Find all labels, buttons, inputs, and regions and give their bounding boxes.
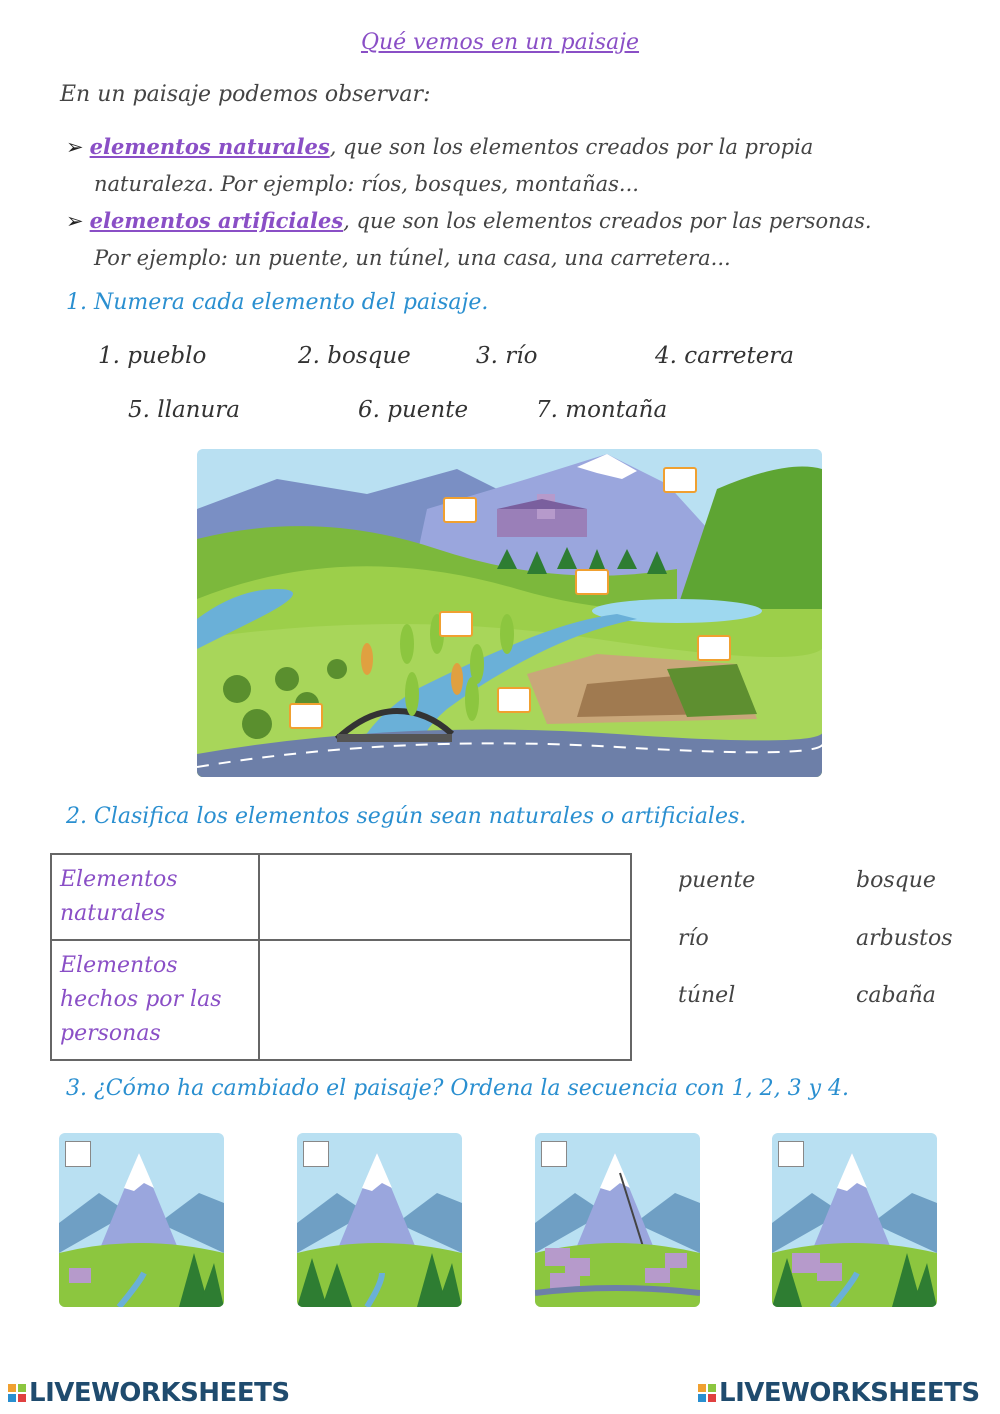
word-llanura: 5. llanura <box>128 397 241 423</box>
option-puente[interactable]: puente <box>678 868 756 893</box>
classify-table <box>50 853 632 1061</box>
option-arbustos[interactable]: arbustos <box>856 926 953 951</box>
sequence-checkbox-4[interactable] <box>778 1141 804 1167</box>
footer-brand-text: LIVEWORKSHEETS <box>719 1378 980 1408</box>
natural-answer-cell[interactable] <box>259 854 631 940</box>
bullet-natural <box>66 128 946 203</box>
label-box-rio[interactable] <box>439 611 473 637</box>
label-box-llanura[interactable] <box>697 635 731 661</box>
liveworksheets-logo-icon <box>8 1384 26 1402</box>
bullet-artificial-text: , que son los elementos creados por las personas. <box>343 209 872 233</box>
sequence-image-2 <box>297 1133 462 1307</box>
sequence-checkbox-1[interactable] <box>65 1141 91 1167</box>
word-montana: 7. montaña <box>536 397 668 423</box>
label-box-puente[interactable] <box>497 687 531 713</box>
option-cabana[interactable]: cabaña <box>856 983 936 1008</box>
liveworksheets-logo-icon <box>698 1384 716 1402</box>
sequence-image-3 <box>535 1133 700 1307</box>
label-box-carretera[interactable] <box>289 703 323 729</box>
term-artificial: elementos artificiales <box>89 208 344 233</box>
section1-heading: 1. Numera cada elemento del paisaje. <box>66 290 489 315</box>
word-puente: 6. puente <box>358 397 469 423</box>
section3-heading: 3. ¿Cómo ha cambiado el paisaje? Ordena la secuencia con 1, 2, 3 y 4. <box>66 1076 850 1101</box>
bullet-natural-text: , que son los elementos creados por la propia <box>329 135 814 159</box>
option-bosque[interactable]: bosque <box>856 868 936 893</box>
landscape-illustration <box>197 449 822 777</box>
word-bosque: 2. bosque <box>298 343 411 369</box>
word-carretera: 4. carretera <box>655 343 795 369</box>
footer-brand-left <box>8 1378 290 1408</box>
row-natural-label: Elementos naturales <box>51 854 259 940</box>
footer-brand-right <box>698 1378 980 1408</box>
bullet-artificial <box>66 202 946 277</box>
term-natural: elementos naturales <box>89 134 330 159</box>
artificial-answer-cell[interactable] <box>259 940 631 1060</box>
section2-heading: 2. Clasifica los elementos según sean naturales o artificiales. <box>66 804 747 829</box>
footer-brand-text: LIVEWORKSHEETS <box>29 1378 290 1408</box>
sequence-image-1 <box>59 1133 224 1307</box>
bullet-artificial-cont: Por ejemplo: un puente, un túnel, una casa, una carretera... <box>94 246 731 270</box>
bullet-natural-cont: naturaleza. Por ejemplo: ríos, bosques, montañas... <box>94 172 639 196</box>
option-tunel[interactable]: túnel <box>678 983 736 1008</box>
label-box-bosque[interactable] <box>575 569 609 595</box>
option-rio[interactable]: río <box>678 926 709 951</box>
word-pueblo: 1. pueblo <box>98 343 207 369</box>
label-box-pueblo[interactable] <box>443 497 477 523</box>
arrow-bullet-icon: ➢ <box>66 135 84 159</box>
word-rio: 3. río <box>476 343 538 369</box>
intro-text: En un paisaje podemos observar: <box>60 82 431 107</box>
sequence-checkbox-2[interactable] <box>303 1141 329 1167</box>
page-title: Qué vemos en un paisaje <box>360 30 640 55</box>
sequence-image-4 <box>772 1133 937 1307</box>
row-artificial-label: Elementos hechos por las personas <box>51 940 259 1060</box>
label-box-montana[interactable] <box>663 467 697 493</box>
arrow-bullet-icon: ➢ <box>66 209 84 233</box>
sequence-checkbox-3[interactable] <box>541 1141 567 1167</box>
